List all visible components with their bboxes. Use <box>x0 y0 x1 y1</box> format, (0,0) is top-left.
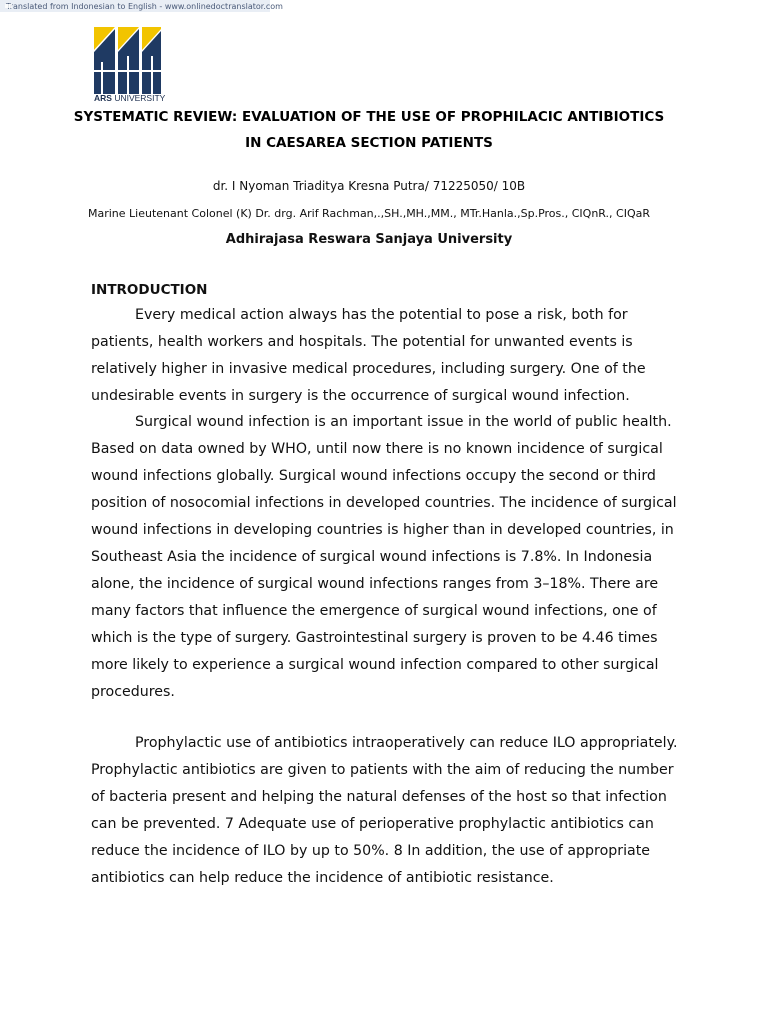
ars-university-logo <box>93 26 166 103</box>
paragraph: Prophylactic use of antibiotics intraoperatively can reduce ILO appropriately. Prophylactic antibiotics are given to patients with the aim of reducing the number of bacteria present and helping the natural defenses of the host so that infection can be prevented. 7 Adequate use of perioperative prophylactic antibiotics can reduce the incidence of ILO by up to 50%. 8 In addition, the use of appropriate antibiotics can help reduce the incidence of antibiotic resistance. <box>91 735 678 886</box>
translation-banner[interactable] <box>0 0 283 12</box>
section-heading: INTRODUCTION <box>91 282 208 298</box>
supervisor-line: Marine Lieutenant Colonel (K) Dr. drg. Arif Rachman,.,SH.,MH.,MM., MTr.Hanla.,Sp.Pros., CIQnR., CIQaR <box>88 207 650 220</box>
document-title-line-1: SYSTEMATIC REVIEW: EVALUATION OF THE USE OF PROPHILACIC ANTIBIOTICS <box>73 109 665 125</box>
author-line: dr. I Nyoman Triaditya Kresna Putra/ 71225050/ 10B <box>212 179 526 193</box>
university-name: Adhirajasa Reswara Sanjaya University <box>225 232 513 247</box>
paragraph: Surgical wound infection is an important issue in the world of public health. Based on data owned by WHO, until now there is no known incidence of surgical wound infections globally. Surgical wound infections occupy the second or third position of nosocomial infections in developed countries. The incidence of surgical wound infections in developing countries is higher than in developed countries, in Southeast Asia the incidence of surgical wound infections is 7.8%. In Indonesia alone, the incidence of surgical wound infections ranges from 3–18%. There are many factors that influence the emergence of surgical wound infections, one of which is the type of surgery. Gastrointestinal surgery is proven to be 4.46 times more likely to experience a surgical wound infection compared to other surgical procedures. <box>91 414 677 700</box>
document-title-line-2: IN CAESAREA SECTION PATIENTS <box>245 135 493 151</box>
translation-banner-text[interactable]: Translated from Indonesian to English - www.onlinedoctranslator.com <box>6 1 283 11</box>
paragraph: Every medical action always has the potential to pose a risk, both for patients, health workers and hospitals. The potential for unwanted events is relatively higher in invasive medical procedures, including surgery. One of the undesirable events in surgery is the occurrence of surgical wound infection. <box>91 307 646 404</box>
logo-caption: ARS UNIVERSITY <box>94 93 166 103</box>
